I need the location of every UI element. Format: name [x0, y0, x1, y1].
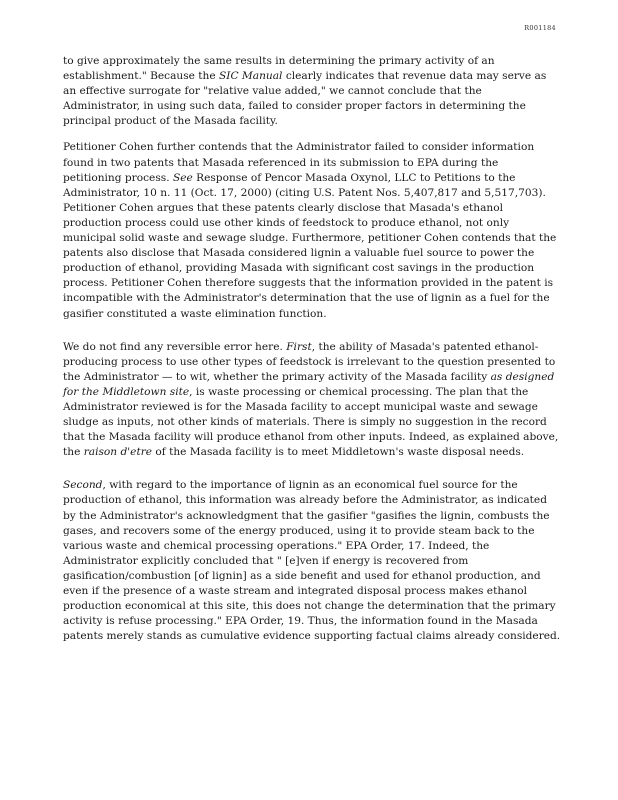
- text-line: [63, 385, 555, 400]
- text-run: activity is refuse processing." EPA Order, 19. Thus, the information found in the Masada: [63, 615, 538, 628]
- text-line: [63, 261, 555, 276]
- text-line: [63, 554, 555, 569]
- text-line: [63, 539, 555, 554]
- text-run: production economical at this site, this does not change the determination that the primary: [63, 600, 556, 613]
- text-run: the: [63, 446, 84, 459]
- text-line: [63, 445, 555, 460]
- italic-text-run: First: [286, 340, 312, 353]
- text-run: gases, and recovers some of the energy produced, using it to provide steam back to the: [63, 524, 535, 537]
- text-run: production of ethanol, this information was already before the Administrator, as indicated: [63, 494, 547, 507]
- text-run: that the Masada facility will produce ethanol from other inputs. Indeed, as explained above,: [63, 431, 559, 444]
- text-run: of the Masada facility is to meet Middletown's waste disposal needs.: [152, 446, 525, 459]
- text-line: [63, 186, 555, 201]
- text-line: [63, 340, 555, 355]
- text-run: gasification/combustion [of lignin] as a side benefit and used for ethanol production, and: [63, 569, 541, 582]
- text-run: various waste and chemical processing operations." EPA Order, 17. Indeed, the: [63, 539, 490, 552]
- text-run: incompatible with the Administrator's determination that the use of lignin as a fuel for the: [63, 292, 550, 305]
- text-line: [63, 99, 555, 114]
- italic-text-run: raison d'etre: [83, 446, 153, 459]
- text-line: [63, 629, 561, 644]
- text-run: Administrator explicitly concluded that " [e]ven if energy is recovered from: [63, 554, 469, 567]
- italic-text-run: Second: [63, 479, 103, 492]
- text-run: principal product of the Masada facility.: [63, 115, 278, 128]
- italic-text-run: See: [172, 171, 193, 184]
- text-line: [63, 599, 555, 614]
- text-line: [63, 415, 555, 430]
- text-run: , is waste processing or chemical processing. The plan that the: [189, 385, 529, 398]
- text-run: gasifier constituted a waste elimination function.: [63, 307, 327, 320]
- text-line: [63, 509, 555, 524]
- text-run: Administrator reviewed is for the Masada facility to accept municipal waste and sewage: [63, 400, 538, 413]
- text-line: [63, 370, 555, 385]
- text-line: [63, 84, 555, 99]
- paragraph: [63, 140, 555, 321]
- text-run: Petitioner Cohen further contends that the Administrator failed to consider information: [63, 141, 535, 154]
- text-line: [63, 291, 555, 306]
- text-line: [63, 355, 555, 370]
- italic-text-run: for the Middletown site: [63, 385, 190, 398]
- text-run: municipal solid waste and sewage sludge. Furthermore, petitioner Cohen contends that the: [63, 232, 557, 245]
- text-line: [63, 307, 555, 322]
- text-run: We do not find any reversible error here.: [63, 340, 287, 353]
- text-line: [63, 201, 555, 216]
- text-line: [63, 430, 559, 445]
- text-run: production process could use other kinds of feedstock to produce ethanol, not only: [63, 216, 510, 229]
- text-line: [63, 140, 555, 155]
- text-line: [63, 156, 555, 171]
- text-line: [63, 216, 555, 231]
- text-run: , the ability of Masada's patented ethanol-: [311, 340, 539, 353]
- italic-text-run: as designed: [490, 370, 555, 383]
- page-identifier: R001184: [524, 24, 556, 32]
- text-run: patents also disclose that Masada considered lignin a valuable fuel source to power the: [63, 247, 535, 260]
- text-line: [63, 69, 555, 84]
- paragraph: [63, 340, 559, 461]
- text-run: Administrator, 10 n. 11 (Oct. 17, 2000) (citing U.S. Patent Nos. 5,407,817 and 5,517,703).: [63, 186, 546, 199]
- text-line: [63, 478, 555, 493]
- opinion-body-text: [63, 54, 561, 655]
- text-run: clearly indicates that revenue data may serve as: [282, 70, 547, 83]
- text-run: the Administrator — to wit, whether the primary activity of the Masada facility: [63, 370, 491, 383]
- text-run: production of ethanol, providing Masada with significant cost savings in the production: [63, 262, 535, 275]
- paragraph: [63, 478, 561, 644]
- text-run: Petitioner Cohen argues that these patents clearly disclose that Masada's ethanol: [63, 201, 503, 214]
- text-run: producing process to use other types of feedstock is irrelevant to the question presented to: [63, 355, 556, 368]
- text-run: Response of Pencor Masada Oxynol, LLC to Petitions to the: [192, 171, 516, 184]
- text-line: [63, 114, 555, 129]
- text-run: patents merely stands as cumulative evidence supporting factual claims already considered.: [63, 630, 561, 643]
- italic-text-run: SIC Manual: [219, 70, 283, 83]
- text-run: found in two patents that Masada referenced in its submission to EPA during the: [63, 156, 499, 169]
- paragraph: [63, 54, 555, 129]
- text-line: [63, 54, 555, 69]
- text-run: establishment." Because the: [63, 70, 220, 83]
- text-line: [63, 276, 555, 291]
- text-line: [63, 569, 555, 584]
- text-line: [63, 584, 555, 599]
- text-line: [63, 493, 555, 508]
- text-line: [63, 171, 555, 186]
- text-run: an effective surrogate for "relative value added," we cannot conclude that the: [63, 85, 482, 98]
- text-line: [63, 231, 555, 246]
- text-line: [63, 400, 555, 415]
- text-run: even if the presence of a waste stream and integrated disposal process makes ethanol: [63, 585, 528, 597]
- text-line: [63, 614, 555, 629]
- text-run: to give approximately the same results in determining the primary activity of an: [63, 55, 495, 67]
- text-line: [63, 524, 555, 539]
- text-run: by the Administrator's acknowledgment that the gasifier "gasifies the lignin, combusts the: [63, 509, 550, 522]
- text-run: process. Petitioner Cohen therefore suggests that the information provided in the patent is: [63, 277, 554, 290]
- text-run: , with regard to the importance of lignin as an economical fuel source for the: [102, 479, 518, 492]
- text-run: sludge as inputs, not other kinds of materials. There is simply no suggestion in the record: [63, 416, 547, 429]
- text-run: Administrator, in using such data, failed to consider proper factors in determining the: [63, 100, 526, 113]
- text-line: [63, 246, 555, 261]
- text-run: petitioning process.: [63, 171, 173, 184]
